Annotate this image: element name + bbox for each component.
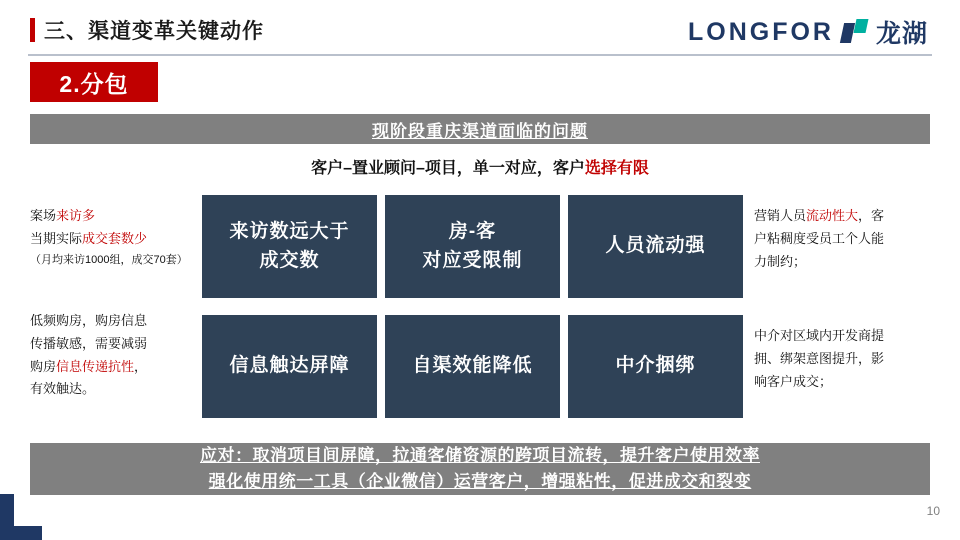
problem-box [385, 315, 560, 418]
side-note-line: 响客户成交； [754, 373, 833, 389]
solution-banner [30, 443, 930, 495]
side-note-line: 传播敏感，需要减弱 [30, 335, 148, 351]
text-fragment: ，客 [858, 208, 885, 223]
page-number: 10 [926, 504, 940, 518]
side-note-line: 户粘稠度受员工个人能 [754, 230, 885, 246]
text-fragment: 案场 [30, 208, 57, 223]
side-note-line: 低频购房，购房信息 [30, 313, 148, 328]
problem-box-line1: 中介捆绑 [615, 355, 696, 377]
side-note-left-bottom [30, 310, 195, 401]
problem-box-line1: 来访数远大于 [229, 221, 350, 242]
side-note-line: 力制约； [754, 253, 807, 269]
slide-header [0, 0, 960, 58]
problem-box-line1: 信息触达屏障 [229, 355, 350, 377]
problem-box [202, 315, 377, 418]
problem-box-line2: 对应受限制 [422, 249, 523, 271]
section-tag: 2.分包 [30, 62, 158, 102]
text-fragment: 购房 [30, 358, 57, 374]
problem-box-line2: 成交数 [259, 249, 320, 271]
text-fragment: 营销人员 [754, 208, 807, 223]
side-note-right-bottom [754, 325, 930, 393]
text-fragment: ， [134, 358, 148, 374]
solution-banner-line1: 应对：取消项目间屏障，拉通客储资源的跨项目流转，提升客户使用效率 [200, 445, 760, 465]
side-note-line: 有效触达。 [30, 381, 96, 397]
header-accent-bar [30, 18, 35, 42]
side-note-line: 中介对区域内开发商提 [754, 328, 885, 343]
subtitle-part2: 选择有限 [584, 160, 649, 177]
logo-text-en: LONGFOR [687, 17, 834, 46]
header-divider [28, 54, 932, 56]
side-note-line: 拥、绑架意图提升，影 [754, 350, 885, 366]
brand-logo [688, 14, 928, 50]
problem-box [568, 195, 743, 298]
text-fragment-red: 来访多 [56, 208, 96, 223]
page-title: 三、渠道变革关键动作 [44, 20, 264, 43]
subtitle [0, 155, 960, 178]
text-fragment-red: 成交套数少 [82, 230, 148, 246]
problem-banner [30, 114, 930, 144]
problem-box [202, 195, 377, 298]
side-note-left-top [30, 205, 192, 270]
text-fragment-red: 信息传递抗性 [56, 358, 135, 374]
solution-banner-line2: 强化使用统一工具（企业微信）运营客户，增强粘性，促进成交和裂变 [208, 472, 752, 491]
problem-box [568, 315, 743, 418]
corner-mark-icon [0, 494, 42, 540]
problem-box-line1: 自渠效能降低 [412, 355, 533, 377]
problem-box-line1: 房-客 [448, 221, 497, 242]
side-note-line [30, 228, 192, 251]
logo-text-cn: 龙湖 [875, 20, 928, 48]
side-note-line-small: （月均来访1000组，成交70套） [30, 253, 188, 266]
side-note-line [754, 205, 930, 228]
subtitle-part1: 客户–置业顾问–项目，单一对应，客户 [311, 160, 585, 177]
problem-banner-text: 现阶段重庆渠道面临的问题 [372, 121, 588, 141]
side-note-line [30, 356, 195, 379]
text-fragment-red: 流动性大 [806, 208, 859, 223]
side-note-line [30, 205, 192, 228]
problem-box-line1: 人员流动强 [605, 235, 706, 257]
problem-box [385, 195, 560, 298]
text-fragment: 当期实际 [30, 230, 83, 246]
side-note-right-top [754, 205, 930, 273]
longfor-mark-icon [842, 19, 868, 45]
